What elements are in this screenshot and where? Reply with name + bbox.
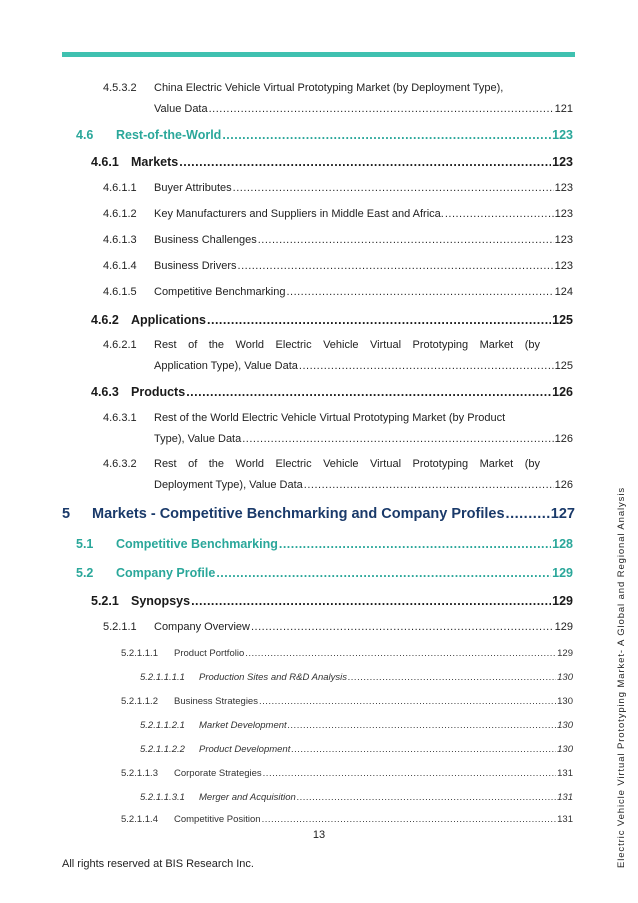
toc-entry-title: Competitive Benchmarking (154, 286, 286, 298)
header-accent-bar (62, 52, 575, 57)
toc-entry-title-line1: Rest of the World Electric Vehicle Virtual Prototyping Market (by (154, 339, 540, 351)
toc-entry-title: Deployment Type), Value Data (154, 479, 303, 491)
toc-entry-title: Business Strategies (174, 696, 258, 707)
toc-entry-title: Key Manufacturers and Suppliers in Middle East and Africa. (154, 208, 444, 220)
toc-entry-number: 4.6.3.1 (103, 412, 137, 424)
toc-entry-page: 121 (554, 103, 573, 115)
toc-entry-page: 126 (552, 385, 573, 399)
toc-entry-page: 126 (554, 433, 573, 445)
toc-entry-page: 124 (554, 286, 573, 298)
toc-entry-title: Merger and Acquisition (199, 792, 296, 803)
toc-entry-page: 127 (550, 506, 575, 522)
toc-entry-page: 129 (554, 621, 573, 633)
toc-entry-page: 130 (557, 696, 573, 707)
toc-entry-title: Market Development (199, 720, 287, 731)
toc-entry-page: 128 (552, 537, 573, 551)
toc-entry-number: 5.2.1.1.1 (121, 648, 158, 659)
toc-entry-title: Business Drivers (154, 260, 237, 272)
toc-entry-title: Products (131, 385, 186, 399)
toc-entry-number: 5.2.1.1.2 (121, 696, 158, 707)
toc-entry-number: 4.6.2 (91, 313, 119, 327)
toc-entry-number: 5.2.1.1.2.2 (140, 744, 185, 755)
toc-entry-number: 4.6.1 (91, 155, 119, 169)
toc-entry-number: 5.2 (76, 566, 94, 580)
toc-entry-number: 4.6.3 (91, 385, 119, 399)
toc-entry-page: 125 (554, 360, 573, 372)
toc-entry-title: Company Overview (154, 621, 250, 633)
page-number: 13 (312, 829, 326, 841)
toc-entry-title: Synopsys (131, 594, 191, 608)
toc-entry-title: Applications (131, 313, 207, 327)
toc-entry-page: 123 (552, 128, 573, 142)
toc-entry-number: 4.6.1.1 (103, 182, 137, 194)
toc-entry-number: 5.2.1.1.2.1 (140, 720, 185, 731)
toc-entry-number: 5.2.1 (91, 594, 119, 608)
toc-entry-number: 4.5.3.2 (103, 82, 137, 94)
toc-entry-title: Markets - Competitive Benchmarking and Company Profiles (92, 506, 505, 522)
toc-entry-title: Competitive Benchmarking (116, 537, 278, 551)
toc-entry-title: Company Profile (116, 566, 216, 580)
toc-entry-number: 4.6.3.2 (103, 458, 137, 470)
toc-entry-title-line1: Rest of the World Electric Vehicle Virtual Prototyping Market (by Product (154, 412, 506, 424)
toc-entry-page: 126 (554, 479, 573, 491)
side-document-title: Electric Vehicle Virtual Prototyping Market- A Global and Regional Analysis (616, 487, 627, 868)
toc-entry-page: 123 (554, 260, 573, 272)
toc-entry-title: Product Development (199, 744, 291, 755)
toc-entry-number: 4.6 (76, 128, 94, 142)
toc-entry-number: 5.2.1.1.3 (121, 768, 158, 779)
toc-entry-page: 129 (552, 594, 573, 608)
toc-entry-title: Corporate Strategies (174, 768, 262, 779)
toc-entry-number: 5.1 (76, 537, 94, 551)
toc-entry-number: 4.6.1.2 (103, 208, 137, 220)
toc-entry-title: Buyer Attributes (154, 182, 232, 194)
toc-entry-number: 5 (62, 506, 71, 522)
toc-entry-page: 130 (557, 720, 573, 731)
toc-entry-page: 123 (554, 182, 573, 194)
toc-entry-number: 4.6.2.1 (103, 339, 137, 351)
toc-entry-page: 123 (552, 155, 573, 169)
toc-entry-page: 123 (554, 208, 573, 220)
toc-entry-number: 5.2.1.1.1.1 (140, 672, 185, 683)
toc-entry-title-line1: China Electric Vehicle Virtual Prototyping Market (by Deployment Type), (154, 82, 504, 94)
toc-entry-number: 5.2.1.1 (103, 621, 137, 633)
toc-entry-number: 4.6.1.5 (103, 286, 137, 298)
toc-entry-number: 4.6.1.3 (103, 234, 137, 246)
toc-entry-page: 123 (554, 234, 573, 246)
toc-entry-title: Application Type), Value Data (154, 360, 298, 372)
toc-entry-number: 4.6.1.4 (103, 260, 137, 272)
toc-entry-page: 131 (557, 814, 573, 825)
toc-entry-title: Production Sites and R&D Analysis (199, 672, 348, 683)
toc-entry-page: 130 (557, 672, 573, 683)
toc-entry-number: 5.2.1.1.3.1 (140, 792, 185, 803)
toc-entry-title: Value Data (154, 103, 208, 115)
toc-entry-page: 125 (552, 313, 573, 327)
toc-entry-title: Product Portfolio (174, 648, 245, 659)
toc-entry-title: Business Challenges (154, 234, 257, 246)
toc-entry-title-line1: Rest of the World Electric Vehicle Virtual Prototyping Market (by (154, 458, 540, 470)
footer-copyright: All rights reserved at BIS Research Inc. (62, 858, 254, 870)
toc-entry-page: 129 (557, 648, 573, 659)
toc-entry-page: 130 (557, 744, 573, 755)
toc-entry-page: 129 (552, 566, 573, 580)
toc-entry-title: Type), Value Data (154, 433, 242, 445)
toc-entry-title: Competitive Position (174, 814, 261, 825)
toc-entry-number: 5.2.1.1.4 (121, 814, 158, 825)
toc-entry-page: 131 (557, 792, 573, 803)
toc-entry-title: Markets (131, 155, 179, 169)
toc-entry-page: 131 (557, 768, 573, 779)
toc-entry-title: Rest-of-the-World (116, 128, 222, 142)
